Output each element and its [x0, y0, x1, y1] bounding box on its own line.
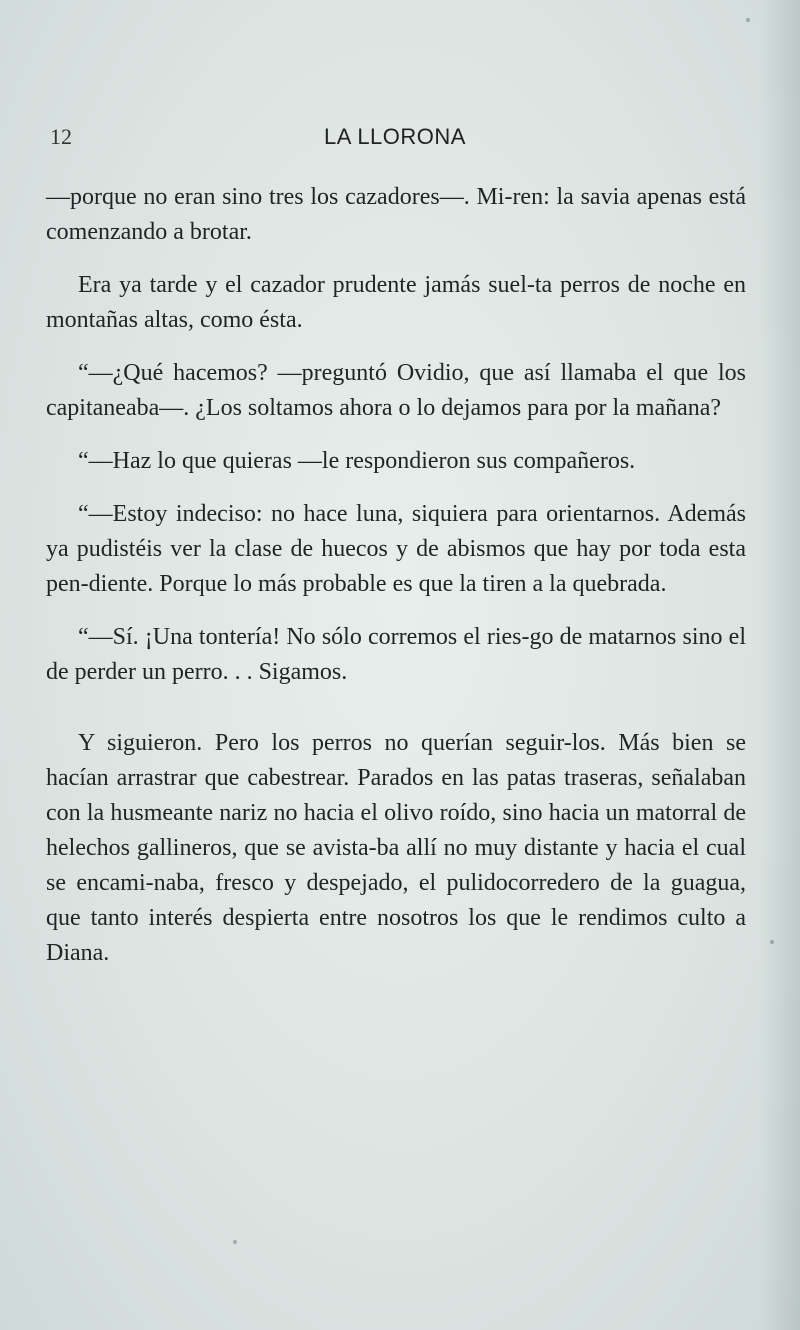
body-text	[46, 180, 746, 971]
page-header	[50, 120, 740, 160]
running-title: LA LLORONA	[324, 124, 466, 149]
paper-speck	[746, 18, 750, 22]
paper-speck	[770, 940, 774, 944]
paragraph-5: “—Estoy indeciso: no hace luna, siquiera para orientarnos. Además ya pudistéis ver la clase de huecos y de abismos que hay por toda esta pen-diente. Porque lo más probable es que la tiren a la quebrada.	[46, 501, 746, 597]
paragraph-2: Era ya tarde y el cazador prudente jamás suel-ta perros de noche en montañas altas, como ésta.	[46, 272, 746, 333]
paragraph-7: Y siguieron. Pero los perros no querían seguir-los. Más bien se hacían arrastrar que cabestrear. Parados en las patas traseras, señalaban con la husmeante nariz no hacia el olivo roído, sino hacia un matorral de helechos gallineros, que se avista-ba allí no muy distante y hacia el cual se encami-naba, fresco y despejado, el pulidocorredero de la guagua, que tanto interés despierta entre nosotros los que le rendimos culto a Diana.	[46, 730, 746, 966]
paragraph-3: “—¿Qué hacemos? —preguntó Ovidio, que así llamaba el que los capitaneaba—. ¿Los soltamos ahora o lo dejamos para por la mañana?	[46, 360, 746, 421]
paragraph-1: —porque no eran sino tres los cazadores—. Mi-ren: la savia apenas está comenzando a brotar.	[46, 184, 746, 245]
paragraph-6: “—Sí. ¡Una tontería! No sólo corremos el ries-go de matarnos sino el de perder un perro. . . Sigamos.	[46, 624, 746, 685]
page-edge-shadow	[760, 0, 800, 1330]
paper-speck	[233, 1240, 237, 1244]
paragraph-4: “—Haz lo que quieras —le respondieron sus compañeros.	[78, 448, 636, 474]
page-number: 12	[50, 124, 72, 149]
